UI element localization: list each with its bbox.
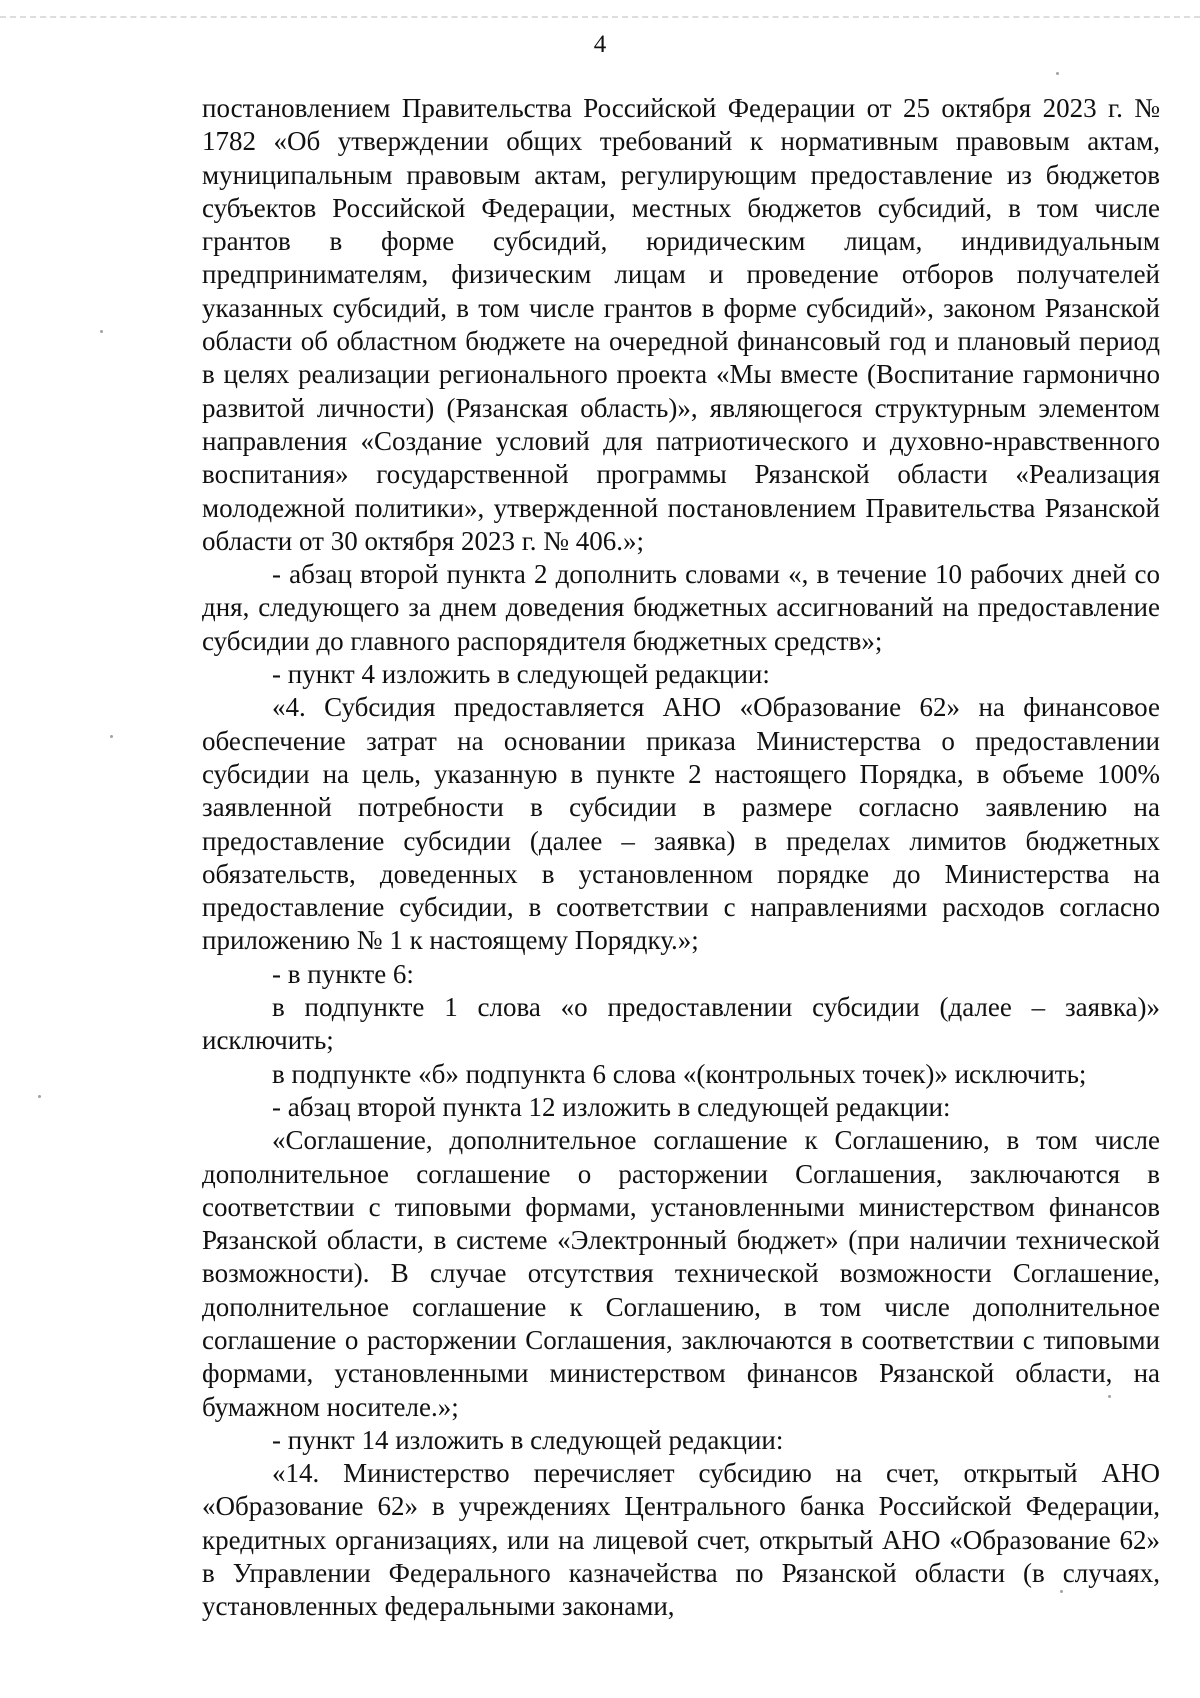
scan-speck (1108, 1395, 1111, 1398)
paragraph: «14. Министерство перечисляет субсидию на счет, открытый АНО «Образование 62» в учреждениях Центрального банка Российской Федерации, кредитных организациях, или на лицевой счет, открытый АНО «Образование 62» в Управлении Федерального казначейства по Рязанской области (в случаях, установленных федеральными законами, (202, 1458, 1160, 1622)
paragraph: - в пункте 6: (272, 958, 414, 989)
scan-speck (38, 1095, 41, 1098)
scan-speck (100, 330, 103, 333)
paragraph: - пункт 14 изложить в следующей редакции: (272, 1424, 784, 1455)
document-body (202, 92, 1160, 1624)
paragraph: «4. Субсидия предоставляется АНО «Образование 62» на финансовое обеспечение затрат на основании приказа Министерства о предоставлении субсидии на цель, указанную в пункте 2 настоящего Порядка, в объеме 100% заявленной потребности в субсидии в размере согласно заявлению на предоставление субсидии (далее – заявка) в пределах лимитов бюджетных обязательств, доведенных в установленном порядке до Министерства на предоставление субсидии, в соответствии с направлениями расходов согласно приложению № 1 к настоящему Порядку.»; (202, 692, 1160, 956)
scan-speck (1060, 1590, 1063, 1593)
scan-speck (110, 735, 113, 738)
paragraph: постановлением Правительства Российской Федерации от 25 октября 2023 г. № 1782 «Об утверждении общих требований к нормативным правовым актам, муниципальным правовым актам, регулирующим предоставление из бюджетов субъектов Российской Федерации, местных бюджетов субсидий, в том числе грантов в форме субсидий, юридическим лицам, индивидуальным предпринимателям, физическим лицам и проведение отборов получателей указанных субсидий, в том числе грантов в форме субсидий», законом Рязанской области об областном бюджете на очередной финансовый год и плановый период в целях реализации регионального проекта «Мы вместе (Воспитание гармонично развитой личности) (Рязанская область)», являющегося структурным элементом направления «Создание условий для патриотического и духовно-нравственного воспитания» государственной программы Рязанской области «Реализация молодежной политики», утвержденной постановлением Правительства Рязанской области от 30 октября 2023 г. № 406.»; (202, 93, 1160, 556)
scan-speck (1056, 72, 1059, 75)
paragraph: в подпункте 1 слова «о предоставлении субсидии (далее – заявка)» исключить; (202, 992, 1160, 1056)
scan-edge-artifact (0, 16, 1200, 20)
paragraph: в подпункте «б» подпункта 6 слова «(контрольных точек)» исключить; (272, 1058, 1087, 1089)
page-number: 4 (593, 31, 607, 58)
paragraph: - абзац второй пункта 2 дополнить словами «, в течение 10 рабочих дней со дня, следующего за днем доведения бюджетных ассигнований на предоставление субсидии до главного распорядителя бюджетных средств»; (202, 559, 1160, 656)
paragraph: - пункт 4 изложить в следующей редакции: (272, 659, 770, 690)
paragraph: «Соглашение, дополнительное соглашение к Соглашению, в том числе дополнительное соглашение о расторжении Соглашения, заключаются в соответствии с типовыми формами, установленными министерством финансов Рязанской области, в системе «Электронный бюджет» (при наличии технической возможности). В случае отсутствия технической возможности Соглашение, дополнительное соглашение к Соглашению, в том числе дополнительное соглашение о расторжении Соглашения, заключаются в соответствии с типовыми формами, установленными министерством финансов Рязанской области, на бумажном носителе.»; (202, 1125, 1160, 1422)
paragraph: - абзац второй пункта 12 изложить в следующей редакции: (272, 1091, 951, 1122)
